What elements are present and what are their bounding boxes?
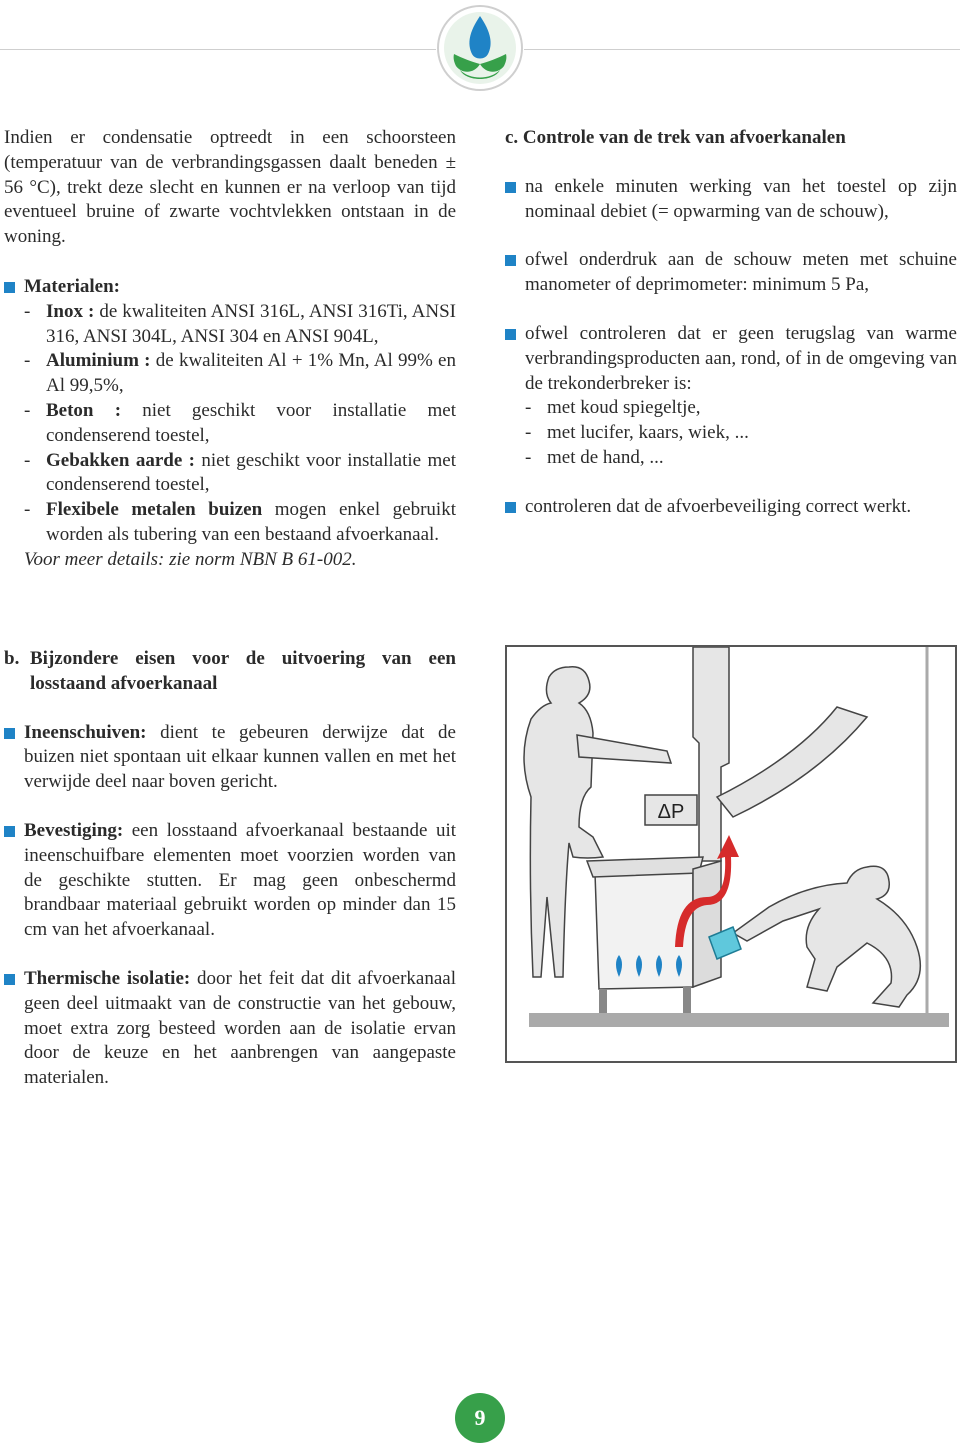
ineenschuiven-bullet: Ineenschuiven: dient te gebeuren derwijze dat de buizen niet spontaan uit elkaar kunnen vallen en met het verwijde deel naar boven gericht. — [4, 721, 456, 795]
header-rule-left — [0, 49, 436, 50]
section-c-subitem: - met de hand, ... — [525, 446, 664, 468]
draught-check-illustration-icon — [507, 647, 955, 1061]
bevestiging-bullet: Bevestiging: een losstaand afvoerkanaal bestaande uit ineenschuifbare elementen moet voorzien worden van de geschikte stutten. Er mag geen onbeschermd brandbaar materiaal gebruikt worden op minder dan 15 cm van het afvoerkanaal. — [4, 819, 456, 943]
section-c-item: ofwel onderdruk aan de schouw meten met schuine manometer of deprimometer: minimum 5 Pa, — [505, 248, 957, 298]
section-c — [505, 126, 957, 520]
section-b-heading: b. Bijzondere eisen voor de uitvoering van een losstaand afvoerkanaal — [4, 648, 456, 694]
left-column-top — [4, 126, 456, 573]
section-c-subitem: - met lucifer, kaars, wiek, ... — [525, 422, 749, 444]
flue-bend — [717, 707, 867, 817]
floor-slab — [529, 1013, 949, 1027]
bullet-square-icon — [4, 728, 15, 739]
bullet-square-icon — [505, 182, 516, 193]
page-number-badge — [455, 1393, 505, 1443]
materialen-item: - Inox : de kwaliteiten ANSI 316L, ANSI 316Ti, ANSI 316, ANSI 304L, ANSI 304 en ANSI 904L, — [24, 300, 456, 347]
materialen-heading: Materialen: — [24, 275, 121, 297]
section-c-subitem: - met koud spiegeltje, — [525, 397, 701, 419]
delta-p-label: ΔP — [657, 801, 685, 823]
chimney-pipe — [693, 647, 729, 861]
section-c-item: na enkele minuten werking van het toestel op zijn nominaal debiet (= opwarming van de schouw), — [505, 175, 957, 225]
bullet-square-icon — [4, 282, 15, 293]
section-c-heading: c. Controle van de trek van afvoerkanalen — [505, 127, 846, 148]
section-c-item: ofwel controleren dat er geen terugslag van warme verbrandingsproducten aan, rond, of in de omgeving van de trekonderbreker is: - met koud spiegeltje, - met lucifer, kaars, wiek, ... - met de hand, ... — [505, 322, 957, 471]
crouching-person — [733, 866, 920, 1007]
bullet-square-icon — [4, 826, 15, 837]
leaf-logo-icon — [436, 4, 524, 92]
page-number: 9 — [474, 1404, 486, 1430]
bullet-square-icon — [505, 502, 516, 513]
materialen-bullet — [4, 275, 456, 573]
materialen-item: - Gebakken aarde : niet geschikt voor installatie met condenserend toestel, — [24, 449, 456, 496]
intro-paragraph: Indien er condensatie optreedt in een schoorsteen (temperatuur van de verbrandingsgassen daalt beneden ± 56 °C), trekt deze slecht en kunnen er na verloop van tijd eventueel bruine of zwarte vochtvlekken ontstaan in de woning. — [4, 127, 456, 248]
materialen-item: - Aluminium : de kwaliteiten Al + 1% Mn, Al 99% en Al 99,5%, — [24, 350, 456, 397]
materialen-item: - Flexibele metalen buizen mogen enkel gebruikt worden als tubering van een bestaand afvoerkanaal. — [24, 499, 456, 545]
norm-note: Voor meer details: zie norm NBN B 61-002. — [24, 548, 357, 570]
thermische-isolatie-bullet: Thermische isolatie: door het feit dat dit afvoerkanaal geen deel uitmaakt van de constructie van het gebouw, moet extra zorg besteed worden aan de isolatie ervan door de keuze en het aanbrengen van aangepaste materialen. — [4, 967, 456, 1091]
standing-person — [524, 667, 603, 977]
section-c-item: controleren dat de afvoerbeveiliging correct werkt. — [505, 495, 957, 520]
bullet-square-icon — [505, 255, 516, 266]
bullet-square-icon — [505, 329, 516, 340]
draught-check-figure — [505, 645, 957, 1063]
materialen-item: - Beton : niet geschikt voor installatie met condenserend toestel, — [24, 399, 457, 446]
section-b — [4, 647, 456, 1091]
header-rule-right — [524, 49, 960, 50]
bullet-square-icon — [4, 974, 15, 985]
